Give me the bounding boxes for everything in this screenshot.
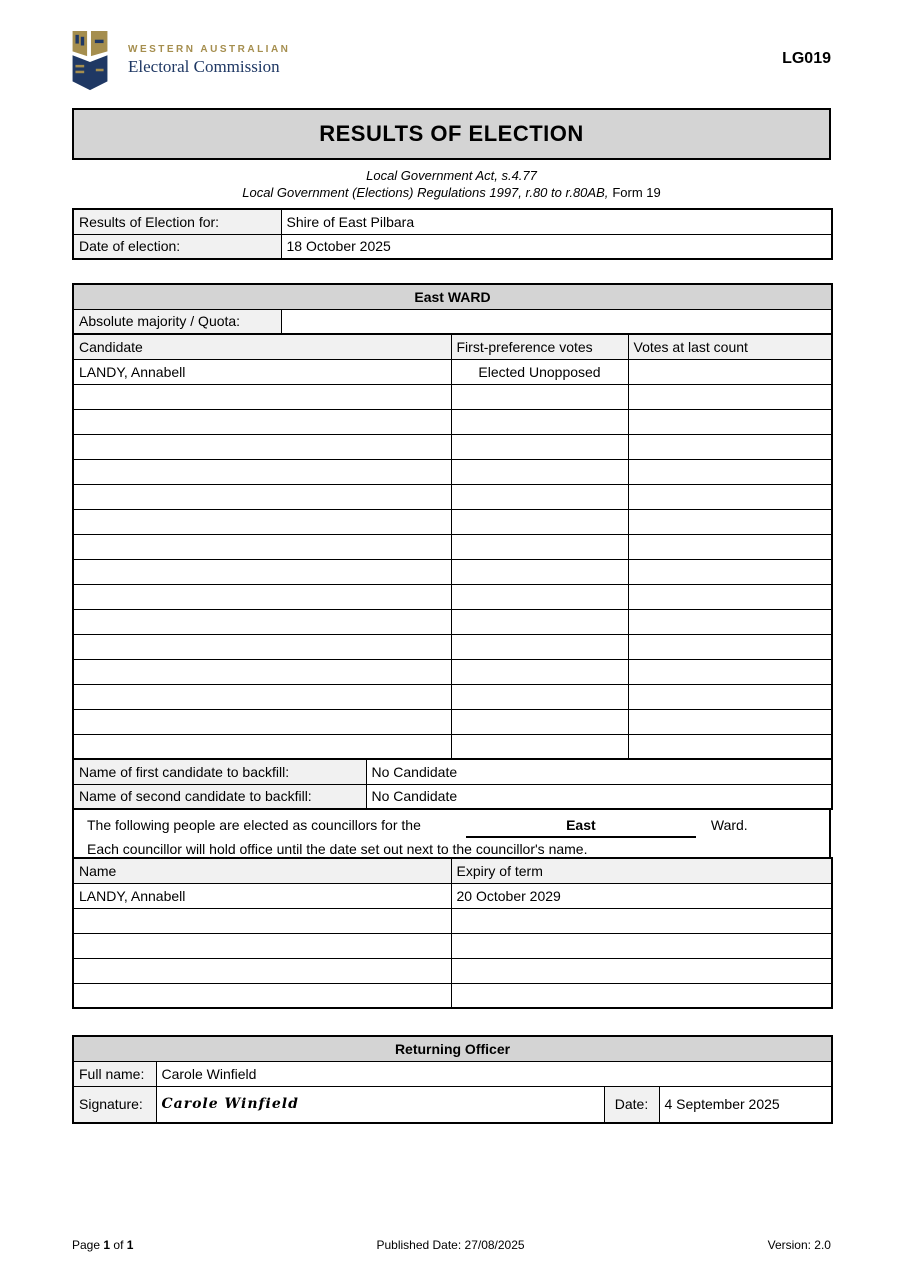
last-count-cell bbox=[628, 734, 832, 759]
table-row bbox=[73, 1086, 832, 1123]
name-column-header: Name bbox=[73, 858, 451, 883]
candidate-table bbox=[72, 333, 833, 760]
full-name-label: Full name: bbox=[73, 1061, 156, 1086]
declaration-line2: Each councillor will hold office until the date set out next to the councillor's name. bbox=[87, 841, 588, 857]
first-preference-cell bbox=[451, 734, 628, 759]
candidate-cell bbox=[73, 534, 451, 559]
table-row bbox=[73, 309, 832, 334]
table-row bbox=[73, 933, 832, 958]
first-preference-cell bbox=[451, 384, 628, 409]
published-date: Published Date: 27/08/2025 bbox=[376, 1238, 525, 1252]
signature-label: Signature: bbox=[73, 1086, 156, 1123]
table-row bbox=[73, 209, 832, 234]
candidate-cell bbox=[73, 634, 451, 659]
last-count-cell bbox=[628, 609, 832, 634]
councillors-table bbox=[72, 857, 833, 1009]
candidate-column-header: Candidate bbox=[73, 334, 451, 359]
ward-header-table bbox=[72, 283, 833, 335]
page-footer bbox=[72, 1238, 831, 1252]
candidate-cell bbox=[73, 459, 451, 484]
table-row bbox=[73, 459, 832, 484]
last-count-column-header: Votes at last count bbox=[628, 334, 832, 359]
candidate-cell bbox=[73, 609, 451, 634]
full-name-value: Carole Winfield bbox=[156, 1061, 832, 1086]
candidate-cell: LANDY, Annabell bbox=[73, 359, 451, 384]
declaration-ward-name: East bbox=[466, 814, 696, 838]
results-for-label: Results of Election for: bbox=[73, 209, 281, 234]
table-row bbox=[73, 584, 832, 609]
form-code: LG019 bbox=[782, 50, 831, 67]
table-row bbox=[73, 958, 832, 983]
first-preference-cell bbox=[451, 684, 628, 709]
quota-value bbox=[281, 309, 832, 334]
declaration-line1 bbox=[87, 814, 817, 838]
logo-text bbox=[128, 30, 290, 77]
last-count-cell bbox=[628, 559, 832, 584]
councillor-name-cell: LANDY, Annabell bbox=[73, 883, 451, 908]
date-value: 4 September 2025 bbox=[659, 1086, 832, 1123]
table-row bbox=[73, 234, 832, 259]
table-row bbox=[73, 908, 832, 933]
councillor-name-cell bbox=[73, 933, 451, 958]
ward-title: East WARD bbox=[73, 284, 832, 309]
backfill-table bbox=[72, 758, 833, 810]
candidate-rows bbox=[73, 359, 832, 759]
candidate-cell bbox=[73, 684, 451, 709]
table-row bbox=[73, 534, 832, 559]
first-preference-cell bbox=[451, 709, 628, 734]
legal-references bbox=[72, 167, 831, 201]
last-count-cell bbox=[628, 359, 832, 384]
legal-line2 bbox=[72, 184, 831, 201]
page-indicator bbox=[72, 1238, 133, 1252]
first-preference-cell bbox=[451, 584, 628, 609]
table-row bbox=[73, 509, 832, 534]
candidate-cell bbox=[73, 509, 451, 534]
logo-line2: Electoral Commission bbox=[128, 57, 280, 76]
page-total: 1 bbox=[126, 1238, 134, 1252]
councillor-name-cell bbox=[73, 983, 451, 1008]
candidate-cell bbox=[73, 709, 451, 734]
logo-line1: WESTERN AUSTRALIAN bbox=[128, 44, 291, 55]
candidate-cell bbox=[73, 384, 451, 409]
election-date-label: Date of election: bbox=[73, 234, 281, 259]
quota-label: Absolute majority / Quota: bbox=[73, 309, 281, 334]
table-row bbox=[73, 759, 832, 784]
table-row bbox=[73, 983, 832, 1008]
page-word: Page bbox=[72, 1238, 101, 1252]
election-date-value: 18 October 2025 bbox=[281, 234, 832, 259]
returning-officer-table bbox=[72, 1035, 833, 1124]
table-row bbox=[73, 684, 832, 709]
table-row bbox=[73, 434, 832, 459]
declaration-suffix: Ward. bbox=[710, 817, 748, 833]
last-count-cell bbox=[628, 659, 832, 684]
legal-line1: Local Government Act, s.4.77 bbox=[366, 168, 537, 183]
table-row bbox=[73, 609, 832, 634]
last-count-cell bbox=[628, 434, 832, 459]
first-preference-cell bbox=[451, 484, 628, 509]
table-row bbox=[73, 734, 832, 759]
first-preference-cell bbox=[451, 509, 628, 534]
table-row bbox=[73, 883, 832, 908]
candidate-cell bbox=[73, 559, 451, 584]
table-row bbox=[73, 484, 832, 509]
second-backfill-value: No Candidate bbox=[366, 784, 832, 809]
candidate-cell bbox=[73, 734, 451, 759]
election-info-table bbox=[72, 208, 833, 260]
first-backfill-value: No Candidate bbox=[366, 759, 832, 784]
first-preference-cell bbox=[451, 409, 628, 434]
first-preference-cell bbox=[451, 459, 628, 484]
last-count-cell bbox=[628, 509, 832, 534]
legal-line2-form: Form 19 bbox=[612, 185, 661, 200]
table-row bbox=[73, 359, 832, 384]
signature-value: Carole Winfield bbox=[156, 1086, 604, 1123]
first-preference-cell: Elected Unopposed bbox=[451, 359, 628, 384]
last-count-cell bbox=[628, 709, 832, 734]
first-preference-cell bbox=[451, 634, 628, 659]
table-header-row bbox=[73, 334, 832, 359]
table-row bbox=[73, 634, 832, 659]
expiry-cell bbox=[451, 958, 832, 983]
councillor-rows bbox=[73, 883, 832, 1008]
first-preference-cell bbox=[451, 534, 628, 559]
table-row bbox=[73, 1061, 832, 1086]
councillor-name-cell bbox=[73, 958, 451, 983]
version: Version: 2.0 bbox=[767, 1238, 831, 1252]
table-header-row bbox=[73, 858, 832, 883]
first-preference-cell bbox=[451, 434, 628, 459]
expiry-cell bbox=[451, 933, 832, 958]
table-row bbox=[73, 409, 832, 434]
last-count-cell bbox=[628, 484, 832, 509]
declaration-box bbox=[72, 808, 831, 859]
candidate-cell bbox=[73, 409, 451, 434]
last-count-cell bbox=[628, 684, 832, 709]
table-row bbox=[73, 784, 832, 809]
table-row bbox=[73, 1036, 832, 1061]
table-row bbox=[73, 284, 832, 309]
last-count-cell bbox=[628, 459, 832, 484]
form-body bbox=[72, 108, 831, 1124]
first-preference-cell bbox=[451, 659, 628, 684]
candidate-cell bbox=[73, 484, 451, 509]
expiry-column-header: Expiry of term bbox=[451, 858, 832, 883]
of-word: of bbox=[113, 1238, 124, 1252]
first-backfill-label: Name of first candidate to backfill: bbox=[73, 759, 366, 784]
first-preference-cell bbox=[451, 559, 628, 584]
first-preference-cell bbox=[451, 609, 628, 634]
last-count-cell bbox=[628, 534, 832, 559]
last-count-cell bbox=[628, 634, 832, 659]
date-label: Date: bbox=[604, 1086, 659, 1123]
page-title: RESULTS OF ELECTION bbox=[72, 108, 831, 160]
last-count-cell bbox=[628, 584, 832, 609]
table-row bbox=[73, 384, 832, 409]
candidate-cell bbox=[73, 434, 451, 459]
candidate-cell bbox=[73, 659, 451, 684]
page-number: 1 bbox=[103, 1238, 111, 1252]
ballot-box-icon bbox=[70, 30, 110, 92]
second-backfill-label: Name of second candidate to backfill: bbox=[73, 784, 366, 809]
table-row bbox=[73, 659, 832, 684]
returning-officer-title: Returning Officer bbox=[73, 1036, 832, 1061]
table-row bbox=[73, 709, 832, 734]
declaration-prefix: The following people are elected as councillors for the bbox=[87, 817, 421, 833]
expiry-cell bbox=[451, 908, 832, 933]
expiry-cell: 20 October 2029 bbox=[451, 883, 832, 908]
last-count-cell bbox=[628, 409, 832, 434]
expiry-cell bbox=[451, 983, 832, 1008]
councillor-name-cell bbox=[73, 908, 451, 933]
results-for-value: Shire of East Pilbara bbox=[281, 209, 832, 234]
legal-line2-italic: Local Government (Elections) Regulations 1997, r.80 to r.80AB, bbox=[242, 185, 609, 200]
last-count-cell bbox=[628, 384, 832, 409]
table-row bbox=[73, 559, 832, 584]
candidate-cell bbox=[73, 584, 451, 609]
first-preference-column-header: First-preference votes bbox=[451, 334, 628, 359]
wa-electoral-commission-logo bbox=[70, 30, 290, 92]
